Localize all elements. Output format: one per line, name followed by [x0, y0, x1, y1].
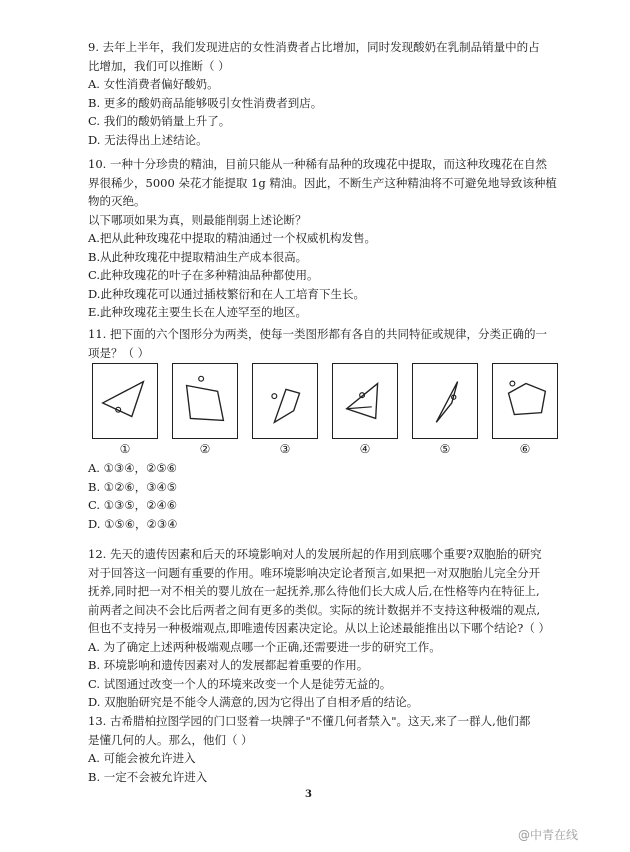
q12-stem-line: 12. 先天的遗传因素和后天的环境影响对人的发展所起的作用到底哪个重要?双胞胎的研究 [88, 547, 542, 561]
figure-6 [492, 363, 558, 439]
figure-label: ⑥ [519, 442, 531, 456]
figure-4-shape [333, 364, 397, 438]
q12-option-b: B. 环境影响和遗传因素对人的发展都起着重要的作用。 [88, 658, 369, 672]
q13-option-a: A. 可能会被允许进入 [88, 751, 196, 765]
q10-stem-line: 物的灭绝。 [88, 194, 146, 208]
figure-6-shape [493, 364, 557, 438]
q11-figure-row [92, 363, 562, 443]
figure-1 [92, 363, 158, 439]
figure-label: ③ [279, 442, 291, 456]
question-11 [88, 325, 558, 362]
figure-4 [332, 363, 398, 439]
q9-option-b: B. 更多的酸奶商品能够吸引女性消费者到店。 [88, 95, 323, 110]
q9-option-c: C. 我们的酸奶销量上升了。 [88, 114, 231, 128]
q10-option-b: B.从此种玫瑰花中提取精油生产成本很高。 [88, 249, 308, 264]
q10-prompt: 以下哪项如果为真，则最能削弱上述论断？ [88, 212, 307, 227]
question-12 [88, 545, 558, 712]
q12-option-d: D. 双胞胎研究是不能令人满意的,因为它得出了自相矛盾的结论。 [88, 695, 419, 709]
q11-option-d: D. ①⑤⑥，②③④ [88, 516, 178, 531]
q10-stem-line: 界很稀少，5000 朵花才能提取 1g 精油。因此，不断生产这种精油将不可避免地导致该种植 [88, 175, 557, 190]
q9-stem-line: 比增加，我们可以推断（ ） [88, 58, 230, 73]
figure-1-shape [93, 364, 157, 438]
question-13 [88, 712, 558, 786]
q12-option-c: C. 试图通过改变一个人的环境来改变一个人是徒劳无益的。 [88, 676, 392, 691]
q11-option-a: A. ①③④，②⑤⑥ [88, 461, 177, 475]
question-10 [88, 155, 558, 322]
q10-option-e: E.此种玫瑰花主要生长在人迹罕至的地区。 [88, 305, 308, 319]
figure-3 [252, 363, 318, 439]
figure-label: ② [199, 442, 211, 456]
watermark: @中青在线 [518, 828, 579, 842]
q12-stem-line: 抚养,同时把一对不相关的婴儿放在一起抚养,那么待他们长大成人后,在性格等内在特征上, [88, 584, 540, 598]
q13-stem-line: 13. 古希腊柏拉图学园的门口竖着一块牌子"不懂几何者禁入"。这天,来了一群人,他们都 [88, 714, 531, 728]
q10-option-c: C.此种玫瑰花的叶子在多种精油品种都使用。 [88, 268, 319, 282]
question-9 [88, 38, 558, 149]
q12-stem-line: 前两者之间决不会比后两者之间有更多的类似。实际的统计数据并不支持这种极端的观点, [88, 602, 541, 617]
q12-stem-line: 但也不支持另一种极端观点,即唯遗传因素决定论。从以上论述最能推出以下哪个结论?（ ） [88, 621, 550, 635]
q11-stem-line: 项是？（ ） [88, 345, 150, 360]
q12-option-a: A. 为了确定上述两种极端观点哪一个正确,还需要进一步的研究工作。 [88, 639, 441, 654]
figure-label: ④ [359, 442, 371, 456]
q11-stem-line: 11. 把下面的六个图形分为两类，使每一类图形都有各自的共同特征或规律，分类正确的一 [88, 327, 547, 341]
figure-2-shape [173, 364, 237, 438]
figure-5-shape [413, 364, 477, 438]
page-number: 3 [305, 789, 312, 800]
q10-option-d: D.此种玫瑰花可以通过插枝繁衍和在人工培育下生长。 [88, 286, 365, 301]
figure-label: ⑤ [439, 442, 451, 456]
q11-figure-labels [92, 442, 562, 460]
q10-option-a: A.把从此种玫瑰花中提取的精油通过一个权威机构发售。 [88, 231, 376, 245]
q10-stem-line: 10. 一种十分珍贵的精油，目前只能从一种稀有品种的玫瑰花中提取，而这种玫瑰花在自然 [88, 157, 547, 171]
q11-options [88, 459, 558, 533]
q13-option-b: B. 一定不会被允许进入 [88, 769, 208, 784]
q13-stem-line: 是懂几何的人。那么，他们（ ） [88, 732, 253, 747]
q9-option-a: A. 女性消费者偏好酸奶。 [88, 77, 219, 91]
q11-option-b: B. ①②⑥，③④⑤ [88, 479, 178, 494]
figure-2 [172, 363, 238, 439]
q9-stem-line: 9. 去年上半年，我们发现进店的女性消费者占比增加，同时发现酸奶在乳制品销量中的占 [88, 40, 540, 54]
q12-stem-line: 对于回答这一问题有重要的作用。唯环境影响决定论者预言,如果把一对双胞胎儿完全分开 [88, 565, 541, 580]
q11-option-c: C. ①③⑤，②④⑥ [88, 498, 178, 512]
figure-3-shape [253, 364, 317, 438]
q9-option-d: D. 无法得出上述结论。 [88, 132, 208, 147]
figure-5 [412, 363, 478, 439]
figure-label: ① [119, 442, 131, 456]
